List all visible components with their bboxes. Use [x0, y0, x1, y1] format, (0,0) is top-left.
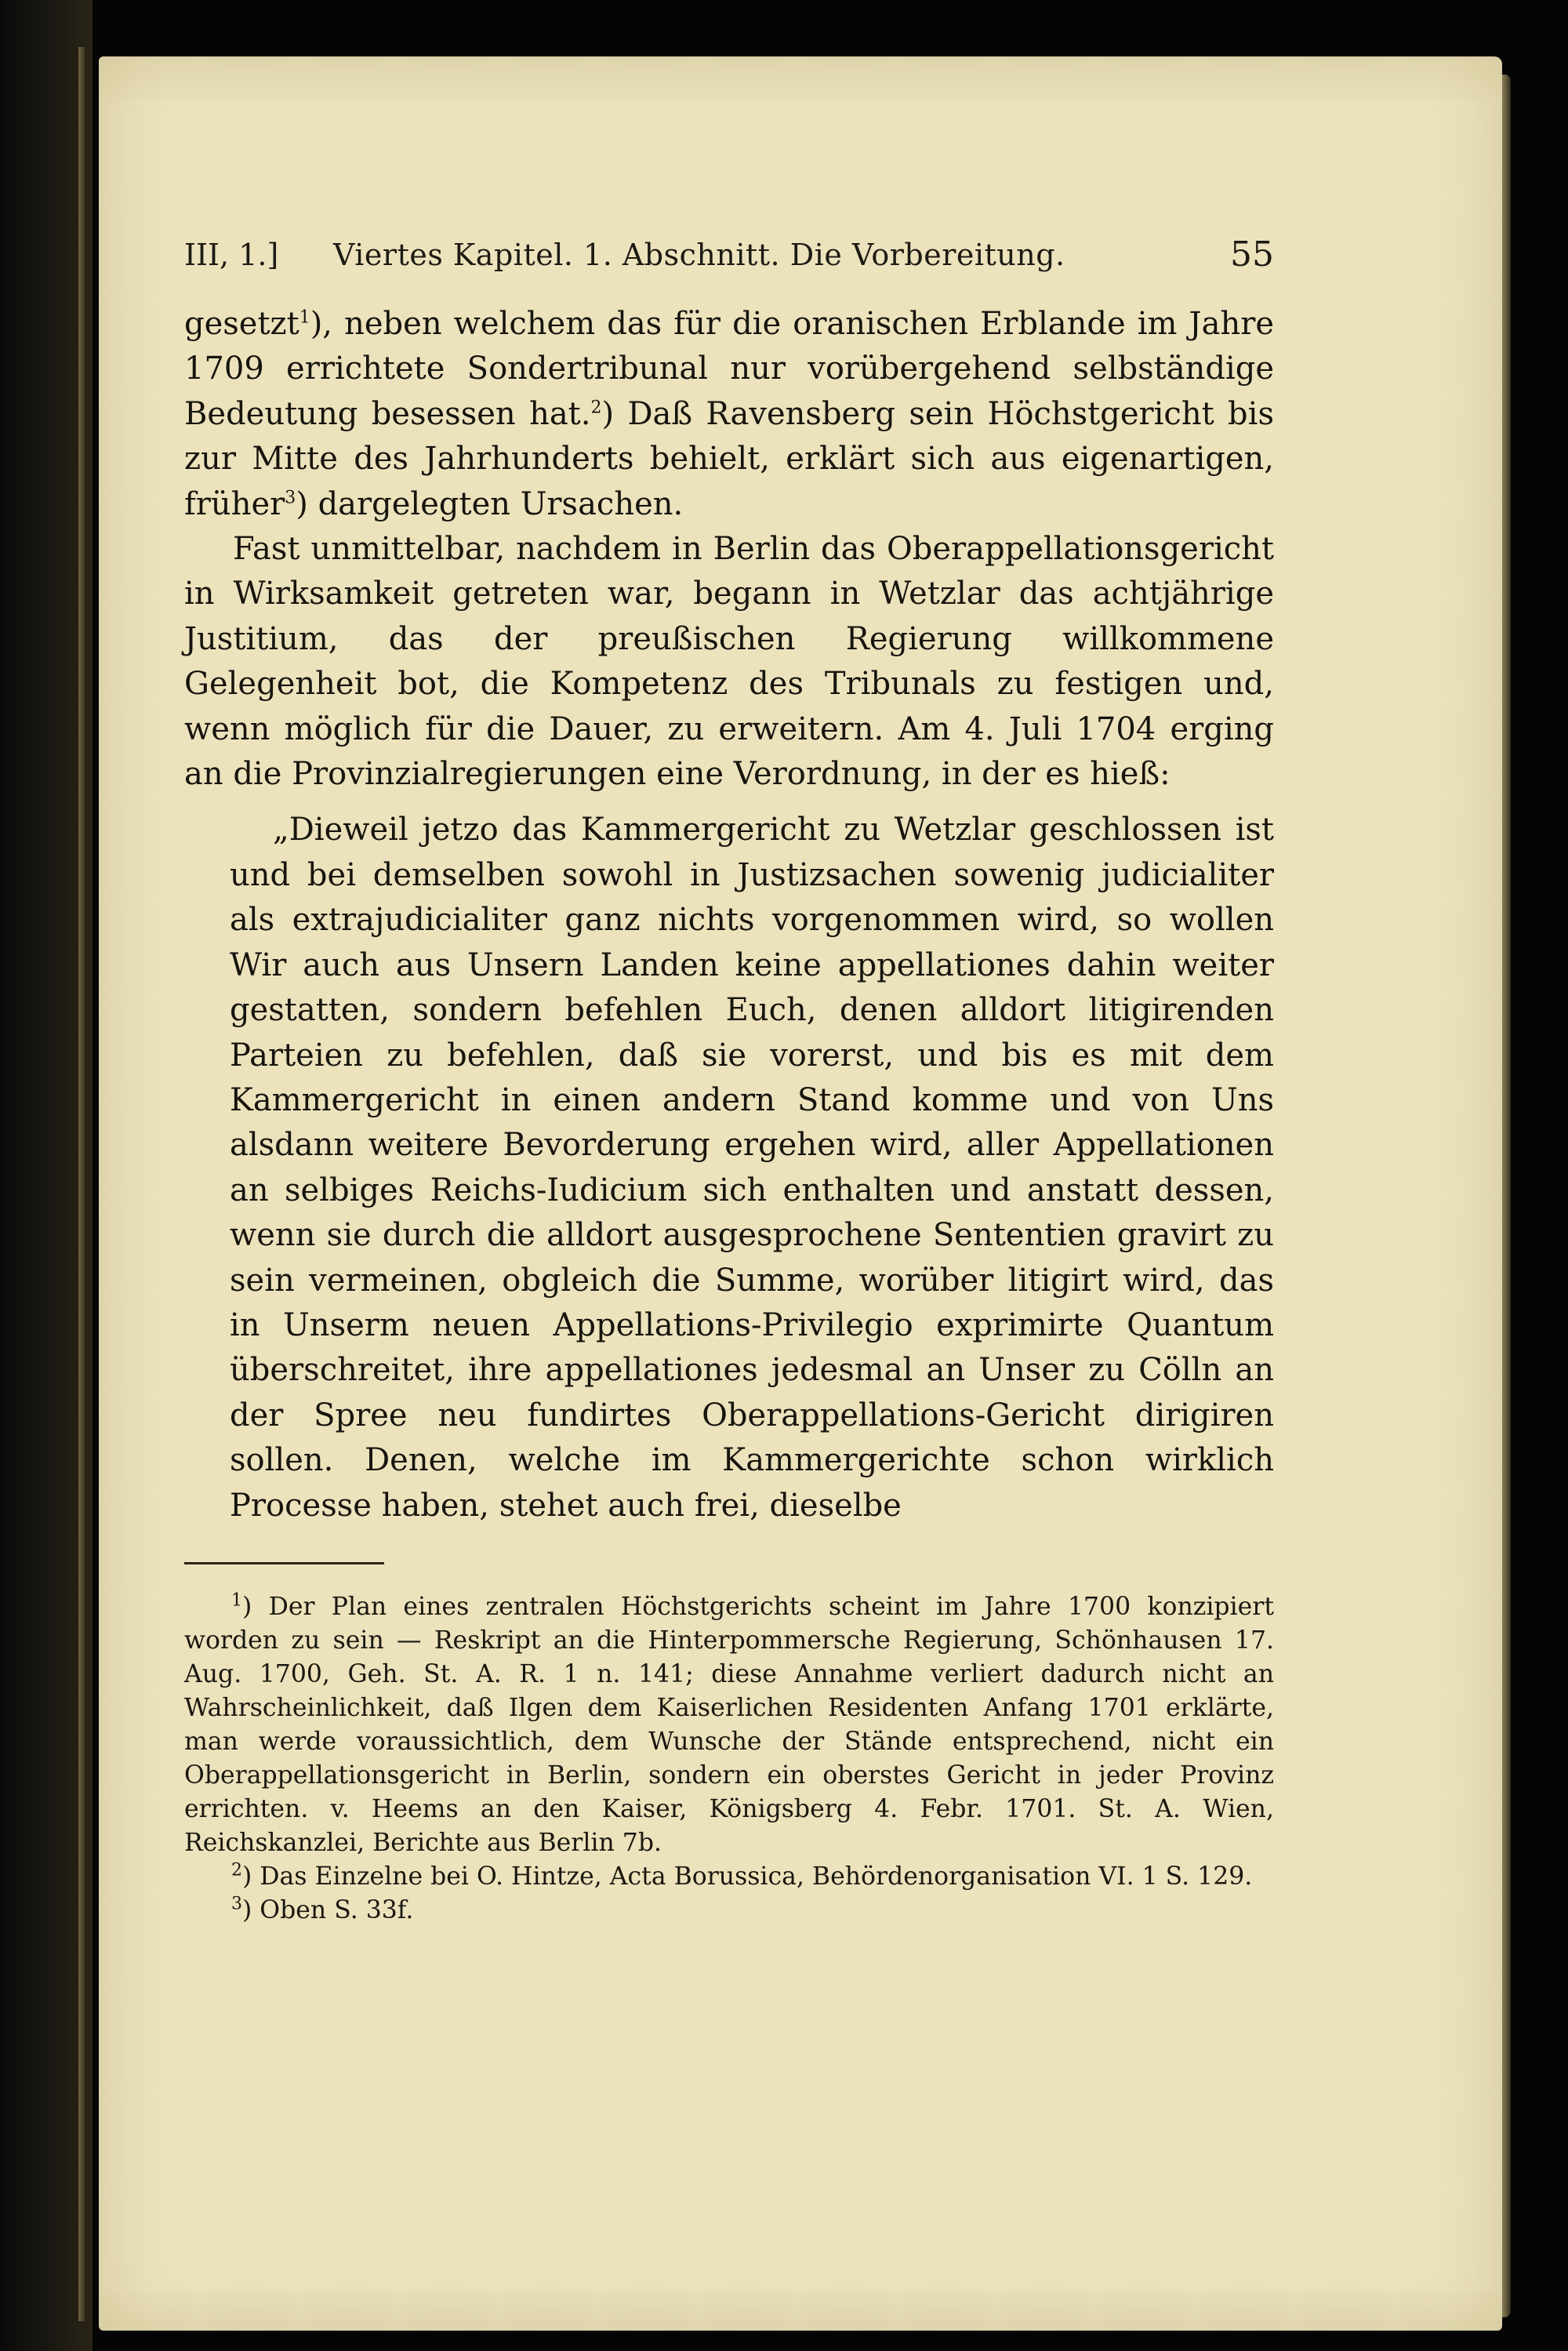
paragraph-1-part-a: gesetzt: [184, 306, 299, 342]
footnote-1: [184, 1590, 1274, 1860]
footnote-ref-3: 3: [285, 488, 296, 508]
section-reference: III, 1.]: [184, 238, 279, 272]
running-head: [184, 231, 1274, 278]
footnote-mark-2: 2: [231, 1860, 242, 1880]
footnote-3: [184, 1894, 1274, 1928]
footnote-divider: [184, 1562, 384, 1564]
paragraph-2: Fast unmittelbar, nachdem in Berlin das Oberappellationsgericht in Wirksamkeit getreten war, begann in Wetzlar das achtjährige Justitium, das der preußischen Regierung willkommene Gelegenheit bot, die Kompetenz des Tribunals zu festigen und, wenn möglich für die Dauer, zu erweitern. Am 4. Juli 1704 erging an die Provinzialregierungen eine Verordnung, in der es hieß:: [184, 531, 1274, 793]
paragraph-1-part-c: ) Daß Ravensberg sein Höchstgericht bis zur Mitte des Jahrhunderts behielt, erklärt sich aus eigenartigen, früher: [184, 395, 1274, 522]
footnote-mark-3: 3: [231, 1894, 242, 1914]
footnote-ref-2: 2: [590, 398, 602, 418]
paragraph-1: [184, 302, 1274, 527]
chapter-title: Viertes Kapitel. 1. Abschnitt. Die Vorbereitung.: [333, 238, 1065, 272]
adjacent-page-edge: [0, 0, 93, 2351]
footnote-2: [184, 1860, 1274, 1894]
footnote-3-text: ) Oben S. 33f.: [242, 1896, 414, 1924]
main-text: [184, 302, 1274, 1528]
footnotes: [184, 1590, 1274, 1928]
footnote-mark-1: 1: [231, 1590, 242, 1611]
paragraph-1-part-d: ) dargelegten Ursachen.: [296, 485, 684, 522]
page-number: 55: [1230, 234, 1274, 274]
footnote-2-text: ) Das Einzelne bei O. Hintze, Acta Borussica, Behördenorganisation VI. 1 S. 129.: [242, 1862, 1253, 1891]
footnote-ref-1: 1: [299, 307, 310, 328]
footnote-1-text: ) Der Plan eines zentralen Höchstgerichts scheint im Jahre 1700 konzipiert worden zu sein — Reskript an die Hinterpommersche Regierung, Schönhausen 17. Aug. 1700, Geh. St. A. R. 1 n. 141; diese Annahme verliert dadurch nicht an Wahrscheinlichkeit, daß Ilgen dem Kaiserlichen Residenten Anfang 1701 erklärte, man werde voraussichtlich, dem Wunsche der Stände entsprechend, nicht ein Oberappellationsgericht in Berlin, sondern ein oberstes Gericht in jeder Provinz errichten. v. Heems an den Kaiser, Königsberg 4. Febr. 1701. St. A. Wien, Reichskanzlei, Berichte aus Berlin 7b.: [184, 1593, 1274, 1857]
block-quote: „Dieweil jetzo das Kammergericht zu Wetzlar geschlossen ist und bei demselben sowohl in Justizsachen sowenig judicialiter als extrajudicialiter ganz nichts vorgenommen wird, so wollen Wir auch aus Unsern Landen keine appellationes dahin weiter gestatten, sondern befehlen Euch, denen alldort litigirenden Parteien zu befehlen, daß sie vorerst, und bis es mit dem Kammergericht in einen andern Stand komme und von Uns alsdann weitere Bevorderung ergehen wird, aller Appellationen an selbiges Reichs-Iudicium sich enthalten und anstatt dessen, wenn sie durch die alldort ausgesprochene Sententien gravirt zu sein vermeinen, obgleich die Summe, worüber litigirt wird, das in Unserm neuen Appellations-Privilegio exprimirte Quantum überschreitet, ihre appellationes jedesmal an Unser zu Cölln an der Spree neu fundirtes Oberappellations-Gericht dirigiren sollen. Denen, welche im Kammergerichte schon wirklich Processe haben, stehet auch frei, dieselbe: [230, 812, 1274, 1524]
paragraph-1-part-b: ), neben welchem das für die oranischen Erblande im Jahre 1709 errichtete Sondertribunal nur vorübergehend selbständige Bedeutung besessen hat.: [184, 306, 1274, 432]
